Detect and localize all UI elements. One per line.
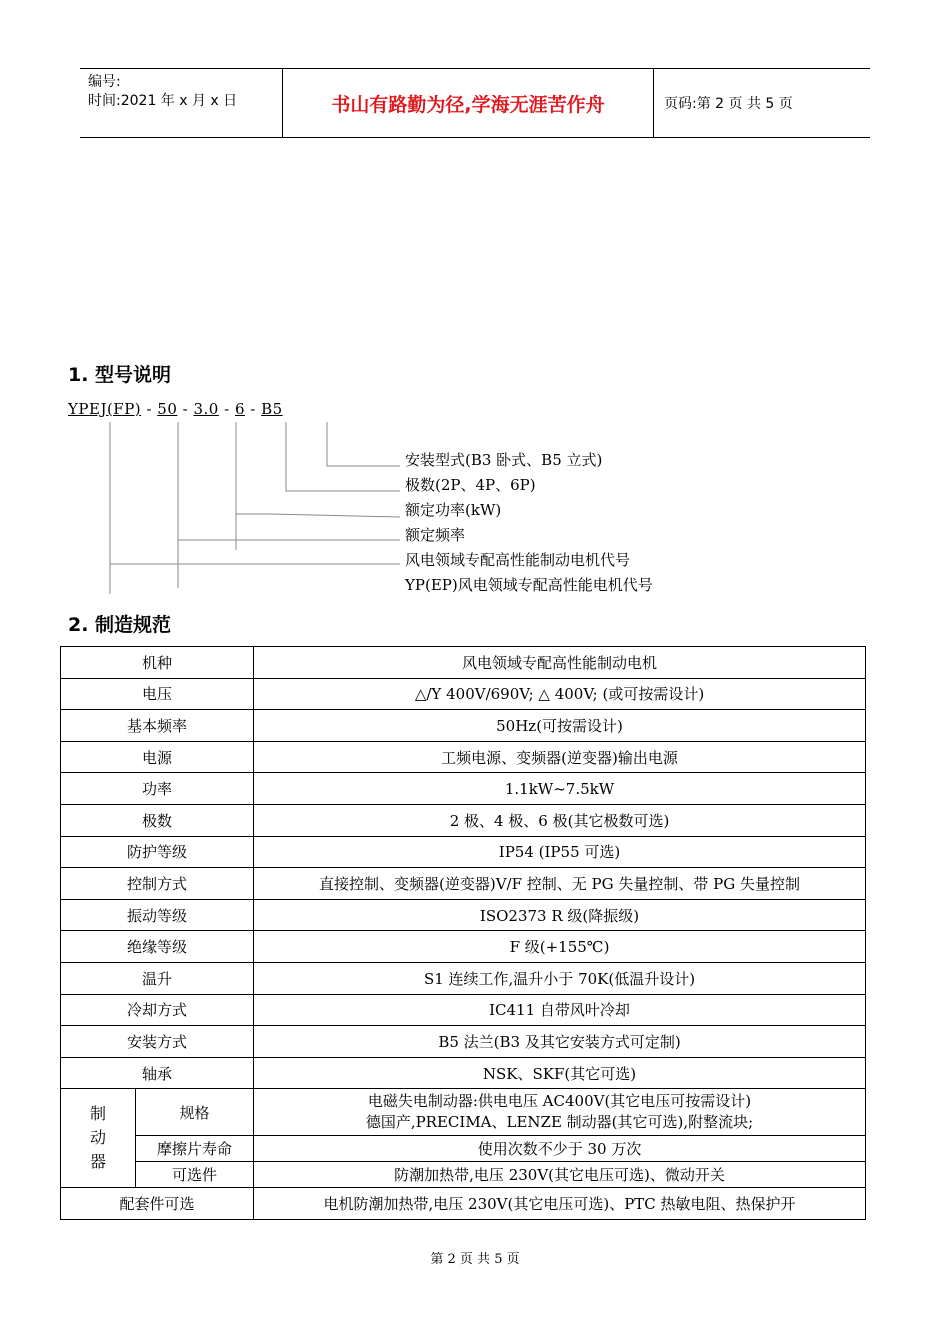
brake-spec-row <box>61 1089 866 1136</box>
spec-value: 50Hz(可按需设计) <box>254 710 866 742</box>
code-part-mount: B5 <box>261 400 283 418</box>
spec-value: NSK、SKF(其它可选) <box>254 1057 866 1089</box>
brake-life-value: 使用次数不少于 30 万次 <box>254 1136 866 1162</box>
header-motto: 书山有路勤为径,学海无涯苦作舟 <box>282 69 654 137</box>
brake-option-row <box>61 1162 866 1188</box>
spec-label: 温升 <box>61 962 254 994</box>
legend-motor-code: YP(EP)风电领域专配高性能电机代号 <box>405 576 653 594</box>
accessory-label: 配套件可选 <box>61 1188 254 1220</box>
spec-value: S1 连续工作,温升小于 70K(低温升设计) <box>254 962 866 994</box>
spec-value: IC411 自带风叶冷却 <box>254 994 866 1026</box>
spec-row <box>61 994 866 1026</box>
spec-label: 安装方式 <box>61 1026 254 1058</box>
spec-row <box>61 836 866 868</box>
spec-row <box>61 1057 866 1089</box>
spec-value: 直接控制、变频器(逆变器)V/F 控制、无 PG 失量控制、带 PG 失量控制 <box>254 868 866 900</box>
accessory-row <box>61 1188 866 1220</box>
spec-row <box>61 962 866 994</box>
number-label: 编号: <box>88 74 121 90</box>
brake-spec-value: 电磁失电制动器:供电电压 AC400V(其它电压可按需设计) 德国产,PRECIMA、LENZE 制动器(其它可选),附整流块; <box>254 1089 866 1136</box>
brake-option-label: 可选件 <box>136 1162 254 1188</box>
spec-row <box>61 678 866 710</box>
spec-row <box>61 773 866 805</box>
brake-life-row <box>61 1136 866 1162</box>
spec-value: B5 法兰(B3 及其它安装方式可定制) <box>254 1026 866 1058</box>
time-text: 时间:2021 年 x 月 x 日 <box>88 93 238 109</box>
code-part-poles: 6 <box>234 400 245 418</box>
spec-label: 电源 <box>61 741 254 773</box>
brake-option-value: 防潮加热带,电压 230V(其它电压可选)、微动开关 <box>254 1162 866 1188</box>
spec-row <box>61 647 866 679</box>
spec-value: 风电领域专配高性能制动电机 <box>254 647 866 679</box>
code-sep: - <box>177 400 194 418</box>
legend-brake-motor-code: 风电领域专配高性能制动电机代号 <box>405 551 631 569</box>
section1-title: 1. 型号说明 <box>68 364 172 386</box>
connector-poles <box>286 422 400 491</box>
spec-label: 功率 <box>61 773 254 805</box>
code-part-power: 3.0 <box>193 400 219 418</box>
spec-value: 2 极、4 极、6 极(其它极数可选) <box>254 804 866 836</box>
code-part-frequency: 50 <box>157 400 178 418</box>
connector-mount <box>327 422 400 466</box>
spec-value: 工频电源、变频器(逆变器)输出电源 <box>254 741 866 773</box>
brake-group-label: 制 动 器 <box>61 1089 136 1188</box>
code-sep: - <box>245 400 262 418</box>
brake-spec-label: 规格 <box>136 1089 254 1136</box>
spec-label: 机种 <box>61 647 254 679</box>
spec-value: △/Y 400V/690V; △ 400V; (或可按需设计) <box>254 678 866 710</box>
spec-value: F 级(+155℃) <box>254 931 866 963</box>
spec-label: 控制方式 <box>61 868 254 900</box>
spec-row <box>61 899 866 931</box>
page-footer: 第 2 页 共 5 页 <box>430 1252 520 1267</box>
connector-power-h <box>236 514 400 517</box>
code-part-series: YPEJ(FP) <box>68 400 142 418</box>
legend-power: 额定功率(kW) <box>405 501 502 519</box>
spec-row <box>61 804 866 836</box>
code-sep: - <box>141 400 158 418</box>
section2-title: 2. 制造规范 <box>68 614 172 636</box>
spec-label: 轴承 <box>61 1057 254 1089</box>
code-sep: - <box>218 400 235 418</box>
spec-label: 冷却方式 <box>61 994 254 1026</box>
spec-row <box>61 710 866 742</box>
spec-row <box>61 1026 866 1058</box>
spec-table <box>60 646 866 1220</box>
spec-label: 防护等级 <box>61 836 254 868</box>
spec-value: 1.1kW~7.5kW <box>254 773 866 805</box>
spec-label: 振动等级 <box>61 899 254 931</box>
legend-poles: 极数(2P、4P、6P) <box>405 476 536 494</box>
spec-label: 绝缘等级 <box>61 931 254 963</box>
spec-value: IP54 (IP55 可选) <box>254 836 866 868</box>
spec-row <box>61 868 866 900</box>
spec-row <box>61 741 866 773</box>
header-page-info: 页码:第 2 页 共 5 页 <box>664 96 793 112</box>
spec-row <box>61 931 866 963</box>
accessory-value: 电机防潮加热带,电压 230V(其它电压可选)、PTC 热敏电阻、热保护开 <box>254 1188 866 1220</box>
spec-label: 电压 <box>61 678 254 710</box>
legend-mount: 安装型式(B3 卧式、B5 立式) <box>405 451 603 469</box>
model-code-diagram <box>0 0 950 620</box>
legend-frequency: 额定频率 <box>405 526 466 544</box>
brake-life-label: 摩擦片寿命 <box>136 1136 254 1162</box>
spec-label: 基本频率 <box>61 710 254 742</box>
spec-value: ISO2373 R 级(降振级) <box>254 899 866 931</box>
spec-label: 极数 <box>61 804 254 836</box>
